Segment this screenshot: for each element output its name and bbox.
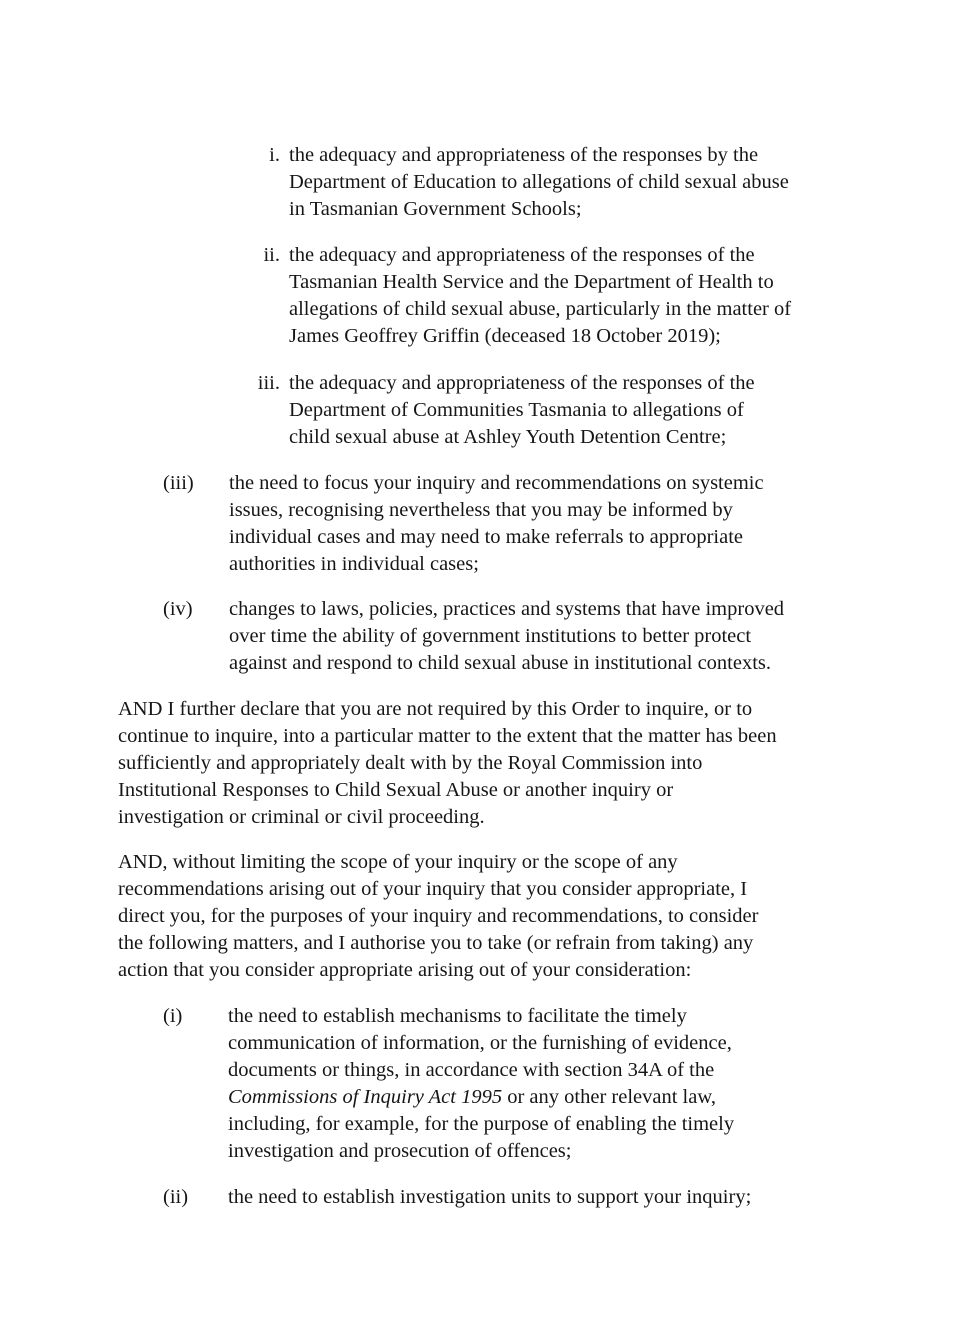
text-line: investigation or criminal or civil proceeding. xyxy=(118,806,485,828)
text-line: Department of Communities Tasmania to allegations of xyxy=(289,399,744,421)
paragraph-further-declare xyxy=(118,696,777,831)
text-line: Department of Education to allegations of child sexual abuse xyxy=(289,171,789,193)
list-item-marker: (i) xyxy=(163,1005,183,1027)
text-line: the need to focus your inquiry and recommendations on systemic xyxy=(229,472,764,494)
text-line: the adequacy and appropriateness of the responses by the xyxy=(289,144,759,166)
text-line: changes to laws, policies, practices and systems that have improved xyxy=(229,598,785,620)
text-line: individual cases and may need to make referrals to appropriate xyxy=(229,526,744,548)
text-line: including, for example, for the purpose of enabling the timely xyxy=(228,1113,735,1135)
text-line: the following matters, and I authorise you to take (or refrain from taking) any xyxy=(118,932,754,954)
list-item-marker: (iii) xyxy=(163,472,194,494)
sub-item-text xyxy=(289,370,755,451)
text-line: sufficiently and appropriately dealt with by the Royal Commission into xyxy=(118,752,703,774)
sub-item-marker: iii. xyxy=(257,372,280,394)
text-line: communication of information, or the furnishing of evidence, xyxy=(228,1032,732,1054)
text-line: the need to establish investigation units to support your inquiry; xyxy=(228,1186,752,1208)
paragraph-without-limiting xyxy=(118,849,758,984)
text-line: direct you, for the purposes of your inquiry and recommendations, to consider xyxy=(118,905,759,927)
text-line: allegations of child sexual abuse, particularly in the matter of xyxy=(289,298,792,320)
text-line: AND, without limiting the scope of your inquiry or the scope of any xyxy=(118,851,678,873)
text-line xyxy=(228,1084,734,1111)
sub-item-text xyxy=(289,242,791,350)
sub-item-text xyxy=(289,142,789,223)
text-line: Institutional Responses to Child Sexual Abuse or another inquiry or xyxy=(118,779,674,801)
text-line: recommendations arising out of your inquiry that you consider appropriate, I xyxy=(118,878,748,900)
list-item-marker: (ii) xyxy=(163,1186,189,1208)
list-item-text xyxy=(228,1184,751,1211)
text-line: investigation and prosecution of offences; xyxy=(228,1140,572,1162)
text-line: the adequacy and appropriateness of the responses of the xyxy=(289,372,755,394)
sub-item-marker: i. xyxy=(269,144,280,166)
text-line: the need to establish mechanisms to facilitate the timely xyxy=(228,1005,687,1027)
text-line: James Geoffrey Griffin (deceased 18 October 2019); xyxy=(289,325,721,347)
sub-item-marker: ii. xyxy=(263,244,280,266)
list-item-text xyxy=(229,596,784,677)
text-line: action that you consider appropriate arising out of your consideration: xyxy=(118,959,692,981)
text-line: in Tasmanian Government Schools; xyxy=(289,198,582,220)
text-line: authorities in individual cases; xyxy=(229,553,479,575)
text-line: continue to inquire, into a particular matter to the extent that the matter has been xyxy=(118,725,777,747)
list-item-text xyxy=(229,470,764,578)
list-item-text xyxy=(228,1003,734,1165)
text-line: Tasmanian Health Service and the Department of Health to xyxy=(289,271,774,293)
act-title: Commissions of Inquiry Act 1995 xyxy=(228,1086,503,1108)
text-line: the adequacy and appropriateness of the responses of the xyxy=(289,244,755,266)
text-line: documents or things, in accordance with section 34A of the xyxy=(228,1059,715,1081)
text-line: child sexual abuse at Ashley Youth Detention Centre; xyxy=(289,426,727,448)
text-line: issues, recognising nevertheless that you may be informed by xyxy=(229,499,733,521)
text-line: over time the ability of government institutions to better protect xyxy=(229,625,752,647)
list-item-marker: (iv) xyxy=(163,598,193,620)
text-line: against and respond to child sexual abuse in institutional contexts. xyxy=(229,652,772,674)
text-line: AND I further declare that you are not required by this Order to inquire, or to xyxy=(118,698,753,720)
text-fragment: or any other relevant law, xyxy=(502,1086,716,1108)
